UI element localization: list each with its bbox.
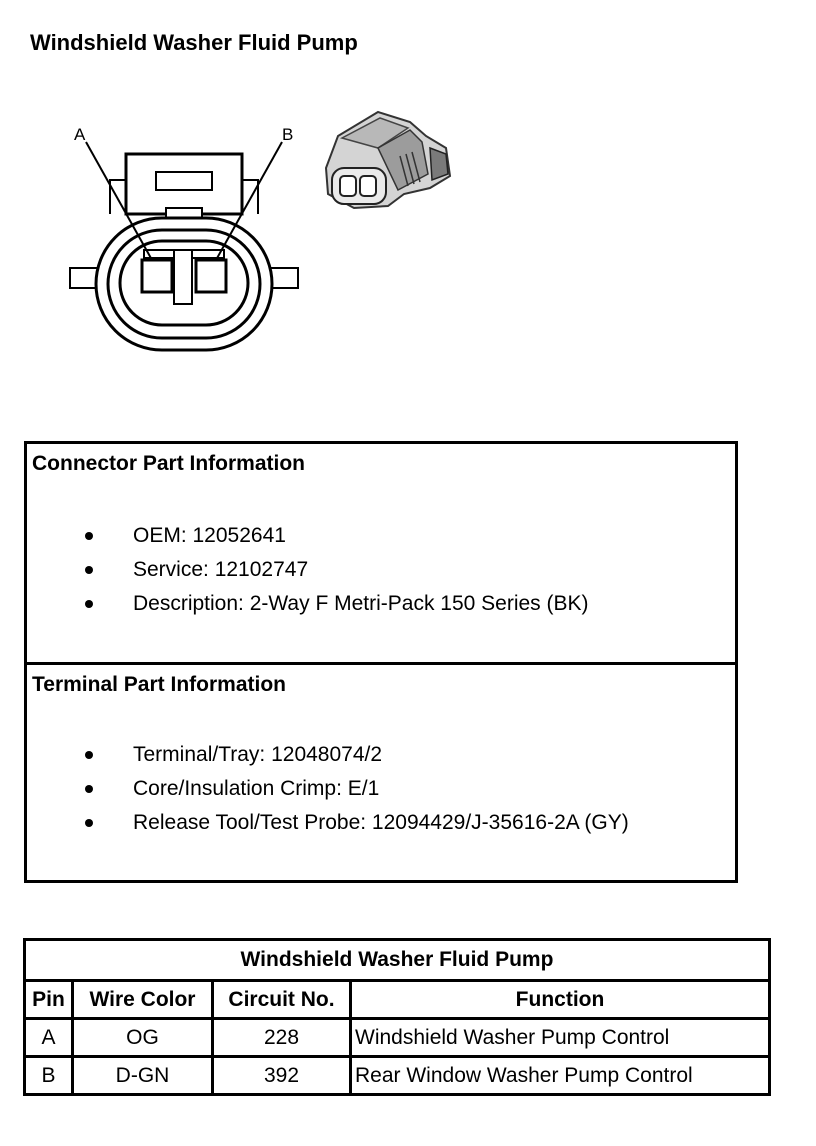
table-row (25, 1057, 770, 1095)
wire-color-cell: D-GN (73, 1057, 213, 1095)
page-title: Windshield Washer Fluid Pump (30, 30, 358, 55)
column-header-pin: Pin (25, 981, 73, 1019)
connector-face-diagram (60, 110, 310, 360)
terminal-part-section (27, 665, 735, 880)
pin-label-a: A (74, 125, 86, 144)
release-tool: Release Tool/Test Probe: 12094429/J-35616-2A (GY) (133, 811, 629, 834)
connector-photo (318, 108, 458, 218)
bullet-icon (85, 751, 93, 759)
oem-number: OEM: 12052641 (133, 524, 286, 547)
table-caption: Windshield Washer Fluid Pump (25, 940, 770, 981)
pin-cell: A (25, 1019, 73, 1057)
part-info-box (24, 441, 738, 883)
circuit-cell: 228 (213, 1019, 351, 1057)
bullet-icon (85, 785, 93, 793)
bullet-icon (85, 819, 93, 827)
table-caption-row (25, 940, 770, 981)
pin-label-b: B (282, 125, 294, 144)
service-number: Service: 12102747 (133, 558, 309, 581)
connector-part-section (27, 444, 735, 665)
function-cell: Windshield Washer Pump Control (351, 1019, 770, 1057)
wire-color-cell: OG (73, 1019, 213, 1057)
column-header-wire-color: Wire Color (73, 981, 213, 1019)
table-header-row (25, 981, 770, 1019)
terminal-part-heading: Terminal Part Information (32, 673, 286, 696)
bullet-icon (85, 566, 93, 574)
column-header-function: Function (351, 981, 770, 1019)
column-header-circuit: Circuit No. (213, 981, 351, 1019)
bullet-icon (85, 532, 93, 540)
table-row (25, 1019, 770, 1057)
terminal-tray: Terminal/Tray: 12048074/2 (133, 743, 383, 766)
function-cell: Rear Window Washer Pump Control (351, 1057, 770, 1095)
pin-cell: B (25, 1057, 73, 1095)
connector-description: Description: 2-Way F Metri-Pack 150 Series (BK) (133, 592, 589, 615)
connector-part-heading: Connector Part Information (32, 452, 306, 475)
pin-table (23, 938, 771, 1096)
circuit-cell: 392 (213, 1057, 351, 1095)
bullet-icon (85, 600, 93, 608)
crimp-info: Core/Insulation Crimp: E/1 (133, 777, 380, 800)
